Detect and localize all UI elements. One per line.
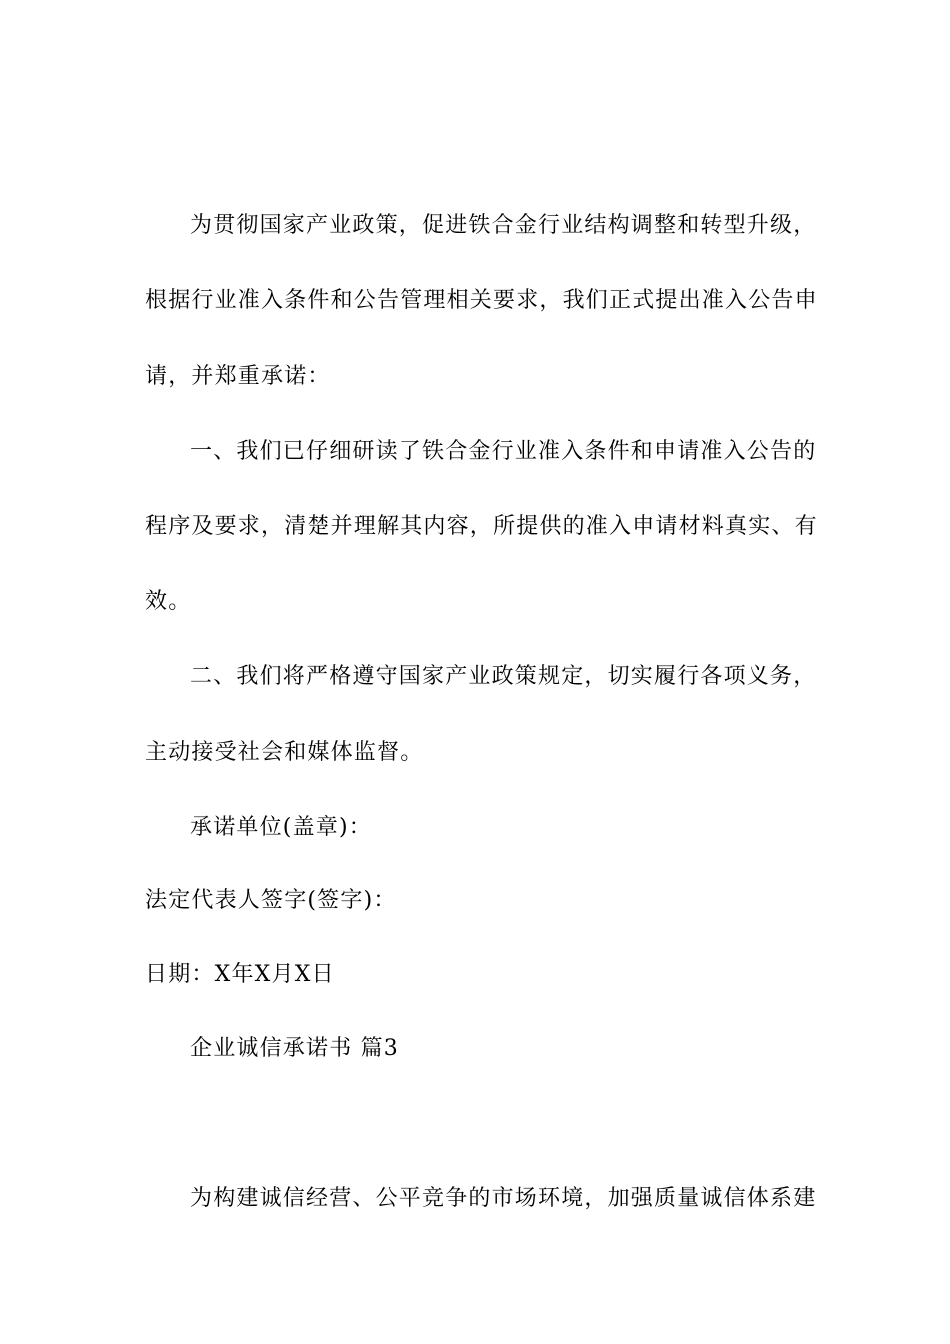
section-title: 企业诚信承诺书 篇3 (190, 1036, 399, 1061)
commitment-two-line-1: 二、我们将严格遵守国家产业政策规定，切实履行各项义务， (190, 664, 817, 689)
commitment-two-line-2: 主动接受社会和媒体监督。 (145, 740, 424, 765)
commitment-one-line-1: 一、我们已仔细研读了铁合金行业准入条件和申请准入公告的 (190, 439, 817, 464)
section-three-line-1: 为构建诚信经营、公平竞争的市场环境，加强质量诚信体系建 (190, 1186, 817, 1211)
paragraph-intro-line-2: 根据行业准入条件和公告管理相关要求，我们正式提出准入公告申 (145, 288, 818, 313)
commitment-one-line-3: 效。 (145, 589, 192, 614)
committing-unit-seal: 承诺单位(盖章)： (190, 815, 372, 840)
legal-representative-signature: 法定代表人签字(签字)： (145, 888, 397, 913)
paragraph-intro-line-1: 为贯彻国家产业政策，促进铁合金行业结构调整和转型升级， (190, 213, 817, 238)
date-line: 日期：X年X月X日 (145, 962, 335, 987)
paragraph-intro-line-3: 请，并郑重承诺： (145, 364, 331, 389)
commitment-one-line-2: 程序及要求，清楚并理解其内容，所提供的准入申请材料真实、有 (145, 514, 818, 539)
